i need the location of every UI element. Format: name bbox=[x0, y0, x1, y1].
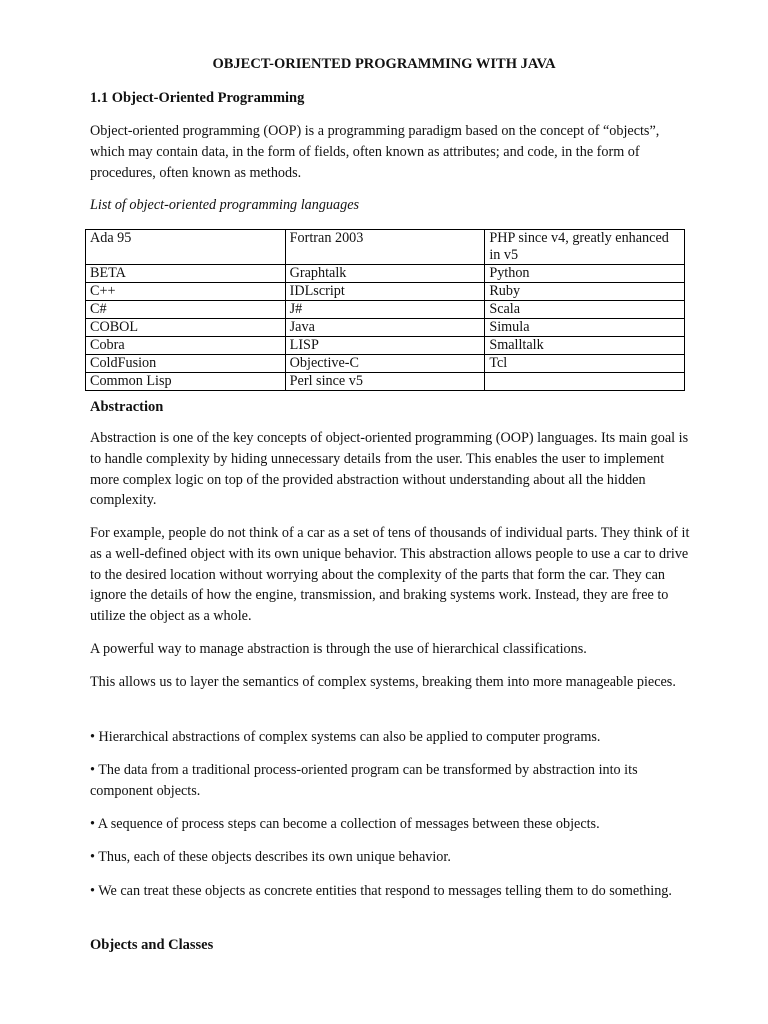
table-cell: COBOL bbox=[86, 319, 286, 337]
bullet-item: • We can treat these objects as concrete entities that respond to messages telling them to do something. bbox=[90, 883, 672, 899]
table-cell: Ruby bbox=[485, 283, 685, 301]
hierarchical-paragraph: A powerful way to manage abstraction is through the use of hierarchical classifications. bbox=[90, 641, 587, 657]
table-cell: Graphtalk bbox=[285, 265, 485, 283]
table-cell: Objective-C bbox=[285, 355, 485, 373]
table-cell: Common Lisp bbox=[86, 373, 286, 391]
bullet-item: • A sequence of process steps can become a collection of messages between these objects. bbox=[90, 816, 600, 832]
table-cell: Java bbox=[285, 319, 485, 337]
table-row bbox=[86, 265, 685, 283]
table-cell: Cobra bbox=[86, 337, 286, 355]
table-cell: Scala bbox=[485, 301, 685, 319]
table-row bbox=[86, 337, 685, 355]
table-cell: C++ bbox=[86, 283, 286, 301]
table-cell: IDLscript bbox=[285, 283, 485, 301]
table-cell: BETA bbox=[86, 265, 286, 283]
table-cell: Python bbox=[485, 265, 685, 283]
table-cell: Simula bbox=[485, 319, 685, 337]
table-cell: Fortran 2003 bbox=[285, 230, 485, 265]
table-cell: Ada 95 bbox=[86, 230, 286, 265]
abstraction-paragraph: Abstraction is one of the key concepts of object-oriented programming (OOP) languages. Its main goal is to handle complexity by hiding unnecessary details from the user. This enables the user to implement more complex logic on top of the provided abstraction without understanding about all the hidden complexity. bbox=[90, 430, 689, 509]
languages-table bbox=[85, 229, 685, 391]
table-cell: PHP since v4, greatly enhanced in v5 bbox=[485, 230, 685, 265]
table-caption: List of object-oriented programming languages bbox=[90, 197, 360, 213]
table-cell: LISP bbox=[285, 337, 485, 355]
document-title: OBJECT-ORIENTED PROGRAMMING WITH JAVA bbox=[212, 56, 556, 72]
table-row bbox=[86, 319, 685, 337]
table-cell: ColdFusion bbox=[86, 355, 286, 373]
table-row bbox=[86, 283, 685, 301]
table-row bbox=[86, 373, 685, 391]
table-cell bbox=[485, 373, 685, 391]
objects-classes-heading: Objects and Classes bbox=[90, 937, 214, 953]
table-row bbox=[86, 230, 685, 265]
table-cell: Perl since v5 bbox=[285, 373, 485, 391]
table-cell: C# bbox=[86, 301, 286, 319]
table-row bbox=[86, 301, 685, 319]
intro-paragraph: Object-oriented programming (OOP) is a programming paradigm based on the concept of “objects”, which may contain data, in the form of fields, often known as attributes; and code, in the form of procedures, often known as methods. bbox=[90, 123, 660, 181]
section-heading: 1.1 Object-Oriented Programming bbox=[90, 90, 305, 106]
table-cell: Smalltalk bbox=[485, 337, 685, 355]
bullet-item: • Thus, each of these objects describes its own unique behavior. bbox=[90, 849, 451, 865]
table-row bbox=[86, 355, 685, 373]
bullet-item: • Hierarchical abstractions of complex systems can also be applied to computer programs. bbox=[90, 729, 601, 745]
abstraction-heading: Abstraction bbox=[90, 399, 164, 415]
layering-paragraph: This allows us to layer the semantics of complex systems, breaking them into more manageable pieces. bbox=[90, 674, 676, 690]
table-cell: Tcl bbox=[485, 355, 685, 373]
table-cell: J# bbox=[285, 301, 485, 319]
bullet-item: • The data from a traditional process-oriented program can be transformed by abstraction into its component objects. bbox=[90, 762, 638, 799]
car-example-paragraph: For example, people do not think of a car as a set of tens of thousands of individual parts. They think of it as a well-defined object with its own unique behavior. This abstraction allows people to use a car to drive to the desired location without worrying about the complexity of the parts that form the car. They can ignore the details of how the engine, transmission, and braking systems work. Instead, they are free to utilize the object as a whole. bbox=[90, 525, 690, 625]
